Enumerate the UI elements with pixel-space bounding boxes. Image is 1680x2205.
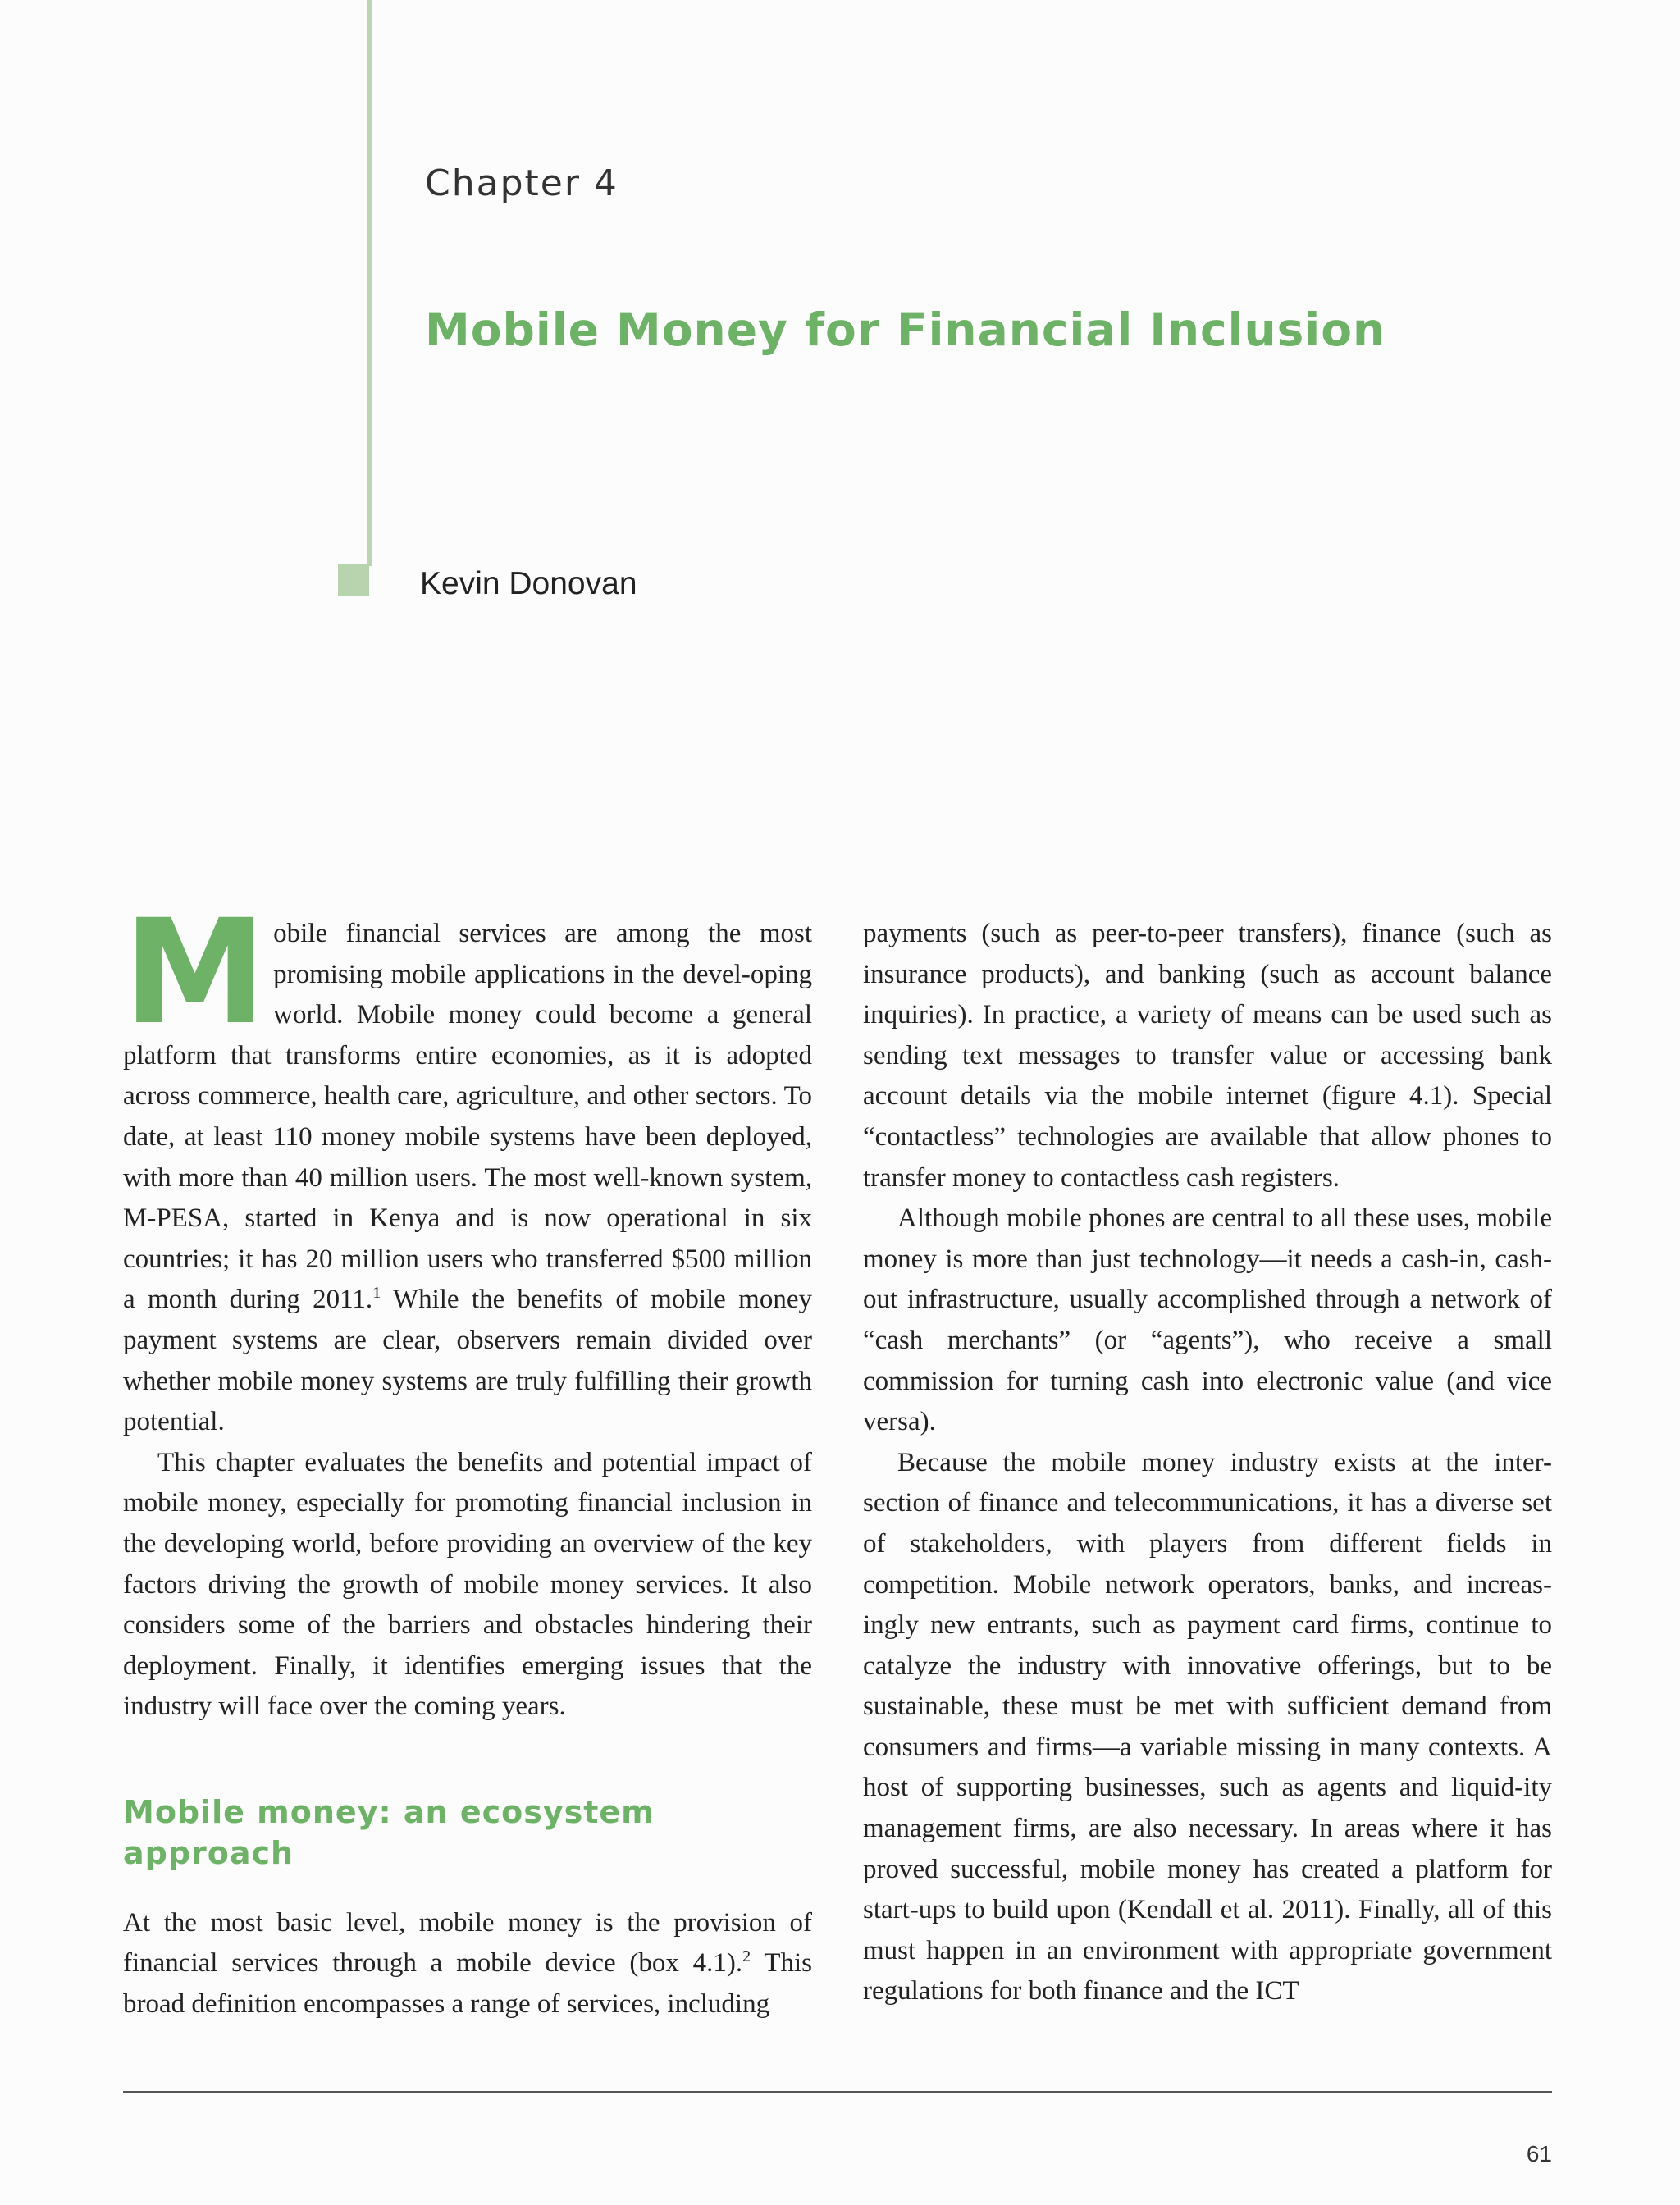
chapter-label: Chapter 4 [425, 162, 619, 204]
chapter-title: Mobile Money for Financial Inclusion [425, 304, 1386, 356]
author-name: Kevin Donovan [420, 566, 637, 601]
body-text-tail: This broad definition encompasses a range of services, including [123, 1948, 812, 2020]
body-paragraph: Because the mobile money industry exists at the inter-section of finance and telecommunications, it has a diverse set of stakeholders, with players from different fields in competition. Mobile network operators, banks, and increas-ingly new entrants, such as payment card firms, continue to catalyze the industry with innovative offerings, but to be sustainable, these must be met with sufficient demand from consumers and firms—a variable missing in many contexts. A host of supporting businesses, such as agents and liquid-ity management firms, are also necessary. In areas where it has proved successful, mobile money has created a platform for start-ups to build upon (Kendall et al. 2011). Finally, all of this must happen in an environment with appropriate government regulations for both finance and the ICT [863, 1447, 1552, 2006]
footer-rule [123, 2091, 1552, 2093]
body-paragraph: Although mobile phones are central to all these uses, mobile money is more than just technology—it needs a cash-in, cash-out infrastructure, usually accomplished through a network of “cash merchants” (or “agents”), who receive a small commission for turning cash into electronic value (and vice versa). [863, 1203, 1552, 1437]
page-number: 61 [1526, 2141, 1552, 2166]
footnote-ref-1: 1 [372, 1284, 381, 1303]
body-paragraph: This chapter evaluates the benefits and potential impact of mobile money, especially for promoting financial inclusion in the developing world, before providing an overview of the key factors driving the growth of mobile money services. It also considers some of the barriers and obstacles hindering their deployment. Finally, it identifies emerging issues that the industry will face over the coming years. [123, 1447, 812, 1722]
intro-paragraph [123, 888, 812, 1443]
left-column [123, 888, 812, 2025]
intro-text-tail: While the benefits of mobile money payment systems are clear, observers remain divided over whether mobile money systems are truly fulfilling their growth potential. [123, 1285, 812, 1437]
body-paragraph: payments (such as peer-to-peer transfers), finance (such as insurance products), and banking (such as account balance inquiries). In practice, a variety of means can be used such as sending text messages to transfer value or accessing bank account details via the mobile internet (figure 4.1). Special “contactless” technologies are available that allow phones to transfer money to contactless cash registers. [863, 919, 1552, 1193]
body-paragraph [123, 1903, 812, 2025]
body-text: At the most basic level, mobile money is the provision of financial services through a mobile device (box 4.1). [123, 1907, 812, 1979]
footnote-ref-2: 2 [742, 1947, 751, 1966]
chapter-vertical-rule [368, 0, 372, 566]
author-marker-square [338, 564, 369, 596]
intro-text: obile financial services are among the most promising mobile applications in the devel-oping world. Mobile money could become a general platform that transforms entire economies, as it is adopted across commerce, health care, agriculture, and other sectors. To date, at least 110 money mobile systems have been deployed, with more than 40 million users. The most well-known system, M-PESA, started in Kenya and is now operational in six countries; it has 20 million users who transferred $500 million a month during 2011. [123, 919, 812, 1315]
right-column [863, 914, 1552, 2012]
drop-cap: M [123, 888, 267, 1057]
section-heading: Mobile money: an ecosystem approach [123, 1793, 655, 1871]
